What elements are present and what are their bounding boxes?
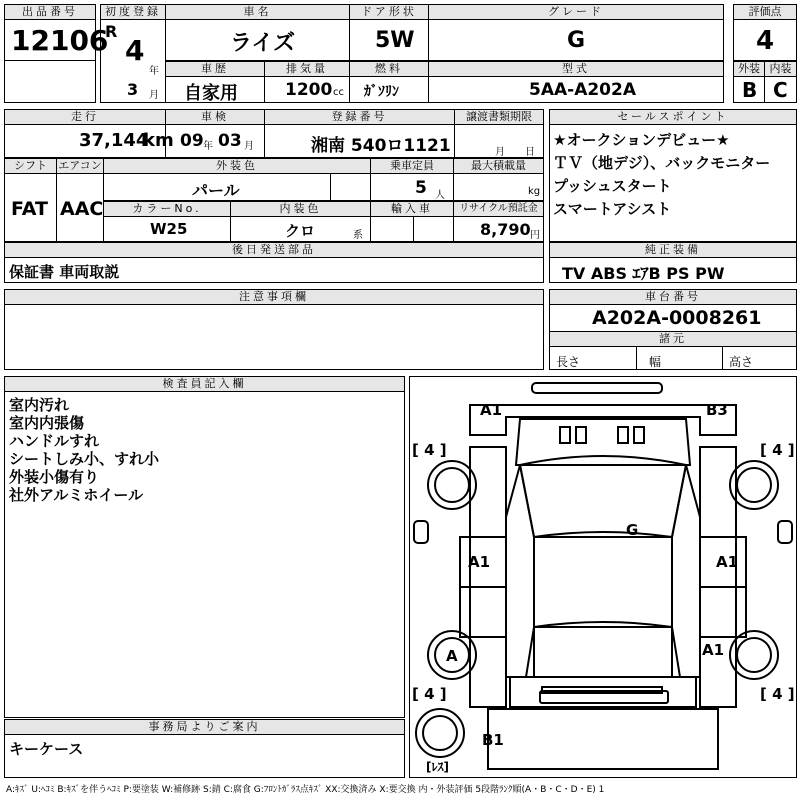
office-info-value: キーケース bbox=[9, 740, 84, 758]
max-load-label: 最大積載量 bbox=[453, 158, 544, 174]
score: 4 bbox=[756, 26, 775, 56]
ac-cell bbox=[56, 173, 104, 242]
max-load-cell bbox=[453, 173, 544, 201]
exterior-color-label: 外装色 bbox=[103, 158, 371, 174]
car-diagram-svg bbox=[410, 377, 796, 777]
color-number-cell bbox=[103, 216, 231, 242]
grade: G bbox=[567, 28, 586, 53]
height-label: 高さ bbox=[729, 355, 754, 369]
genuine-equipment-label: 純正装備 bbox=[549, 242, 797, 258]
mileage: 37,144 bbox=[79, 130, 149, 151]
sales-point-line: プッシュスタート bbox=[553, 177, 672, 195]
length-cell bbox=[549, 346, 637, 370]
sales-points-cell bbox=[549, 124, 797, 242]
notes-cell bbox=[4, 304, 544, 370]
inspector-note-line: 室内内張傷 bbox=[9, 414, 85, 432]
mileage-unit: km bbox=[143, 130, 174, 151]
inspector-notes-label: 検査員記入欄 bbox=[4, 376, 405, 392]
recycle-unit: 円 bbox=[530, 230, 540, 241]
capacity-cell bbox=[370, 173, 454, 201]
lot-number-cell bbox=[4, 19, 109, 61]
door-type-cell bbox=[349, 19, 429, 61]
shift-label: シフト bbox=[4, 158, 57, 174]
reg-year-unit: 年 bbox=[149, 66, 159, 77]
chassis-number-label: 車台番号 bbox=[549, 289, 797, 305]
interior-grade-cell bbox=[764, 76, 797, 103]
exterior-grade: B bbox=[742, 78, 758, 102]
exterior-grade-cell bbox=[733, 76, 765, 103]
tire-tread-front-right: [ 4 ] bbox=[760, 441, 795, 459]
transfer-deadline-cell bbox=[454, 124, 544, 158]
history-cell bbox=[165, 76, 265, 103]
max-load-unit: kg bbox=[528, 186, 541, 197]
office-info-label: 事務局よりご案内 bbox=[4, 719, 405, 735]
lot-number: 12106 bbox=[11, 24, 109, 57]
shift-cell bbox=[4, 173, 57, 242]
exterior-color: パール bbox=[192, 181, 240, 200]
sales-point-line: スマートアシスト bbox=[553, 200, 672, 218]
genuine-equipment-cell bbox=[549, 257, 797, 283]
plate-label: 登録番号 bbox=[264, 109, 455, 125]
exterior-color-extra-cell bbox=[330, 173, 371, 201]
length-label: 長さ bbox=[556, 355, 581, 369]
notes-label: 注意事項欄 bbox=[4, 289, 544, 305]
import-cell-b bbox=[413, 216, 454, 242]
genuine-equipment-value: TV ABS ｴｱB PS PW bbox=[562, 264, 725, 283]
first-registration-label: 初度登録 bbox=[100, 4, 166, 20]
import-cell-a bbox=[370, 216, 414, 242]
shift: FAT bbox=[11, 198, 48, 220]
car-name: ライズ bbox=[230, 31, 296, 56]
door-type: 5W bbox=[375, 28, 415, 53]
reg-year: 4 bbox=[125, 34, 145, 67]
interior-color: クロ bbox=[285, 222, 316, 240]
spare-tire-label: [ﾚｽ] bbox=[426, 760, 449, 774]
damage-rear-bumper: B1 bbox=[482, 731, 504, 749]
chassis-number: A202A-0008261 bbox=[592, 307, 762, 329]
later-parts-value: 保証書 車両取説 bbox=[9, 263, 120, 281]
displacement-label: 排気量 bbox=[264, 61, 350, 77]
interior-grade-label: 内装 bbox=[764, 61, 797, 77]
reg-month: 3 bbox=[127, 80, 139, 99]
inspector-note-line: ハンドルすれ bbox=[9, 432, 100, 450]
width-label: 幅 bbox=[649, 355, 662, 369]
inspector-note-line: 室内汚れ bbox=[9, 396, 70, 414]
door-type-label: ドア形状 bbox=[349, 4, 429, 20]
interior-color-cell bbox=[230, 216, 371, 242]
reg-month-unit: 月 bbox=[149, 90, 159, 101]
inspection-label: 車検 bbox=[165, 109, 265, 125]
damage-left-rear-wheel: A bbox=[446, 647, 458, 665]
color-number: W25 bbox=[150, 220, 188, 238]
inspection-cell bbox=[165, 124, 265, 158]
damage-right-door: A1 bbox=[716, 553, 739, 571]
interior-color-unit: 系 bbox=[353, 230, 363, 241]
damage-front-right: B3 bbox=[706, 401, 728, 419]
sales-point-line: ★オークションデビュー★ bbox=[553, 131, 730, 149]
inspection-year-unit: 年 bbox=[203, 141, 213, 152]
damage-left-door: A1 bbox=[468, 553, 491, 571]
import-label: 輸入車 bbox=[370, 201, 454, 217]
dimensions-label: 諸元 bbox=[549, 331, 797, 347]
transfer-month-unit: 月 bbox=[495, 147, 505, 158]
office-info-cell bbox=[4, 734, 405, 778]
tire-tread-rear-left: [ 4 ] bbox=[412, 685, 447, 703]
interior-grade: C bbox=[773, 78, 788, 102]
capacity-unit: 人 bbox=[435, 190, 445, 201]
color-number-label: カラーNo. bbox=[103, 201, 231, 217]
transfer-deadline-label: 譲渡書類期限 bbox=[454, 109, 544, 125]
car-name-cell bbox=[165, 19, 350, 61]
later-parts-cell bbox=[4, 257, 544, 283]
ac-label: エアコン bbox=[56, 158, 104, 174]
model-cell bbox=[428, 76, 724, 103]
capacity-label: 乗車定員 bbox=[370, 158, 454, 174]
mileage-cell bbox=[4, 124, 174, 158]
inspection-month: 03 bbox=[218, 131, 242, 151]
exterior-color-cell bbox=[103, 173, 331, 201]
history: 自家用 bbox=[184, 83, 238, 104]
lot-blank-cell bbox=[4, 60, 96, 103]
fuel: ｶﾞｿﾘﾝ bbox=[364, 84, 399, 100]
inspector-note-line: 外装小傷有り bbox=[9, 468, 100, 486]
transfer-day-unit: 日 bbox=[525, 147, 535, 158]
damage-right-rear-quarter: A1 bbox=[702, 641, 725, 659]
displacement-unit: cc bbox=[333, 87, 344, 98]
score-label: 評価点 bbox=[733, 4, 797, 20]
first-registration-cell bbox=[100, 19, 166, 103]
car-name-label: 車名 bbox=[165, 4, 350, 20]
damage-front-left: A1 bbox=[480, 401, 503, 419]
displacement-cell bbox=[264, 76, 350, 103]
chassis-number-cell bbox=[549, 304, 797, 332]
later-parts-label: 後日発送部品 bbox=[4, 242, 544, 258]
tire-tread-rear-right: [ 4 ] bbox=[760, 685, 795, 703]
inspector-note-line: 社外アルミホイール bbox=[9, 486, 144, 504]
recycle-label: リサイクル預託金 bbox=[453, 201, 544, 217]
damage-roof: G bbox=[626, 521, 639, 539]
lot-number-label: 出品番号 bbox=[4, 4, 96, 20]
mileage-label: 走行 bbox=[4, 109, 166, 125]
era: R bbox=[105, 22, 118, 41]
capacity: 5 bbox=[415, 178, 427, 198]
grade-cell bbox=[428, 19, 724, 61]
plate-number: 湘南 540ロ1121 bbox=[311, 136, 451, 156]
inspector-note-line: シートしみ小、すれ小 bbox=[9, 450, 160, 468]
fuel-cell bbox=[349, 76, 429, 103]
grade-label: グレード bbox=[428, 4, 724, 20]
model-label: 型式 bbox=[428, 61, 724, 77]
exterior-grade-label: 外装 bbox=[733, 61, 765, 77]
recycle-fee: 8,790 bbox=[480, 220, 531, 239]
tire-tread-front-left: [ 4 ] bbox=[412, 441, 447, 459]
sales-points-label: セールスポイント bbox=[549, 109, 797, 125]
fuel-label: 燃料 bbox=[349, 61, 429, 77]
displacement: 1200 bbox=[285, 80, 333, 100]
width-cell bbox=[636, 346, 723, 370]
model: 5AA-A202A bbox=[529, 80, 636, 100]
inspection-month-unit: 月 bbox=[244, 141, 254, 152]
sales-point-line: ＴＶ（地デジ）、バックモニター bbox=[553, 154, 771, 172]
height-cell bbox=[722, 346, 797, 370]
interior-color-label: 内装色 bbox=[230, 201, 371, 217]
plate-cell bbox=[264, 124, 455, 158]
inspector-notes-cell bbox=[4, 391, 405, 718]
car-diagram bbox=[409, 376, 797, 778]
ac: AAC bbox=[60, 198, 104, 220]
score-cell bbox=[733, 19, 797, 61]
inspection-year: 09 bbox=[180, 131, 204, 151]
history-label: 車歴 bbox=[165, 61, 265, 77]
recycle-cell bbox=[453, 216, 544, 242]
legend: A:ｷｽﾞ U:ﾍｺﾐ B:ｷｽﾞを伴うﾍｺﾐ P:要塗装 W:補修跡 S:錆 C:腐食 G:ﾌﾛﾝﾄｶﾞﾗｽ点ｷｽﾞ XX:交換済み X:要交換 内・外装評価 5段階ﾗﾝｸ順(A・B・C・D・E) 1 bbox=[6, 785, 605, 795]
